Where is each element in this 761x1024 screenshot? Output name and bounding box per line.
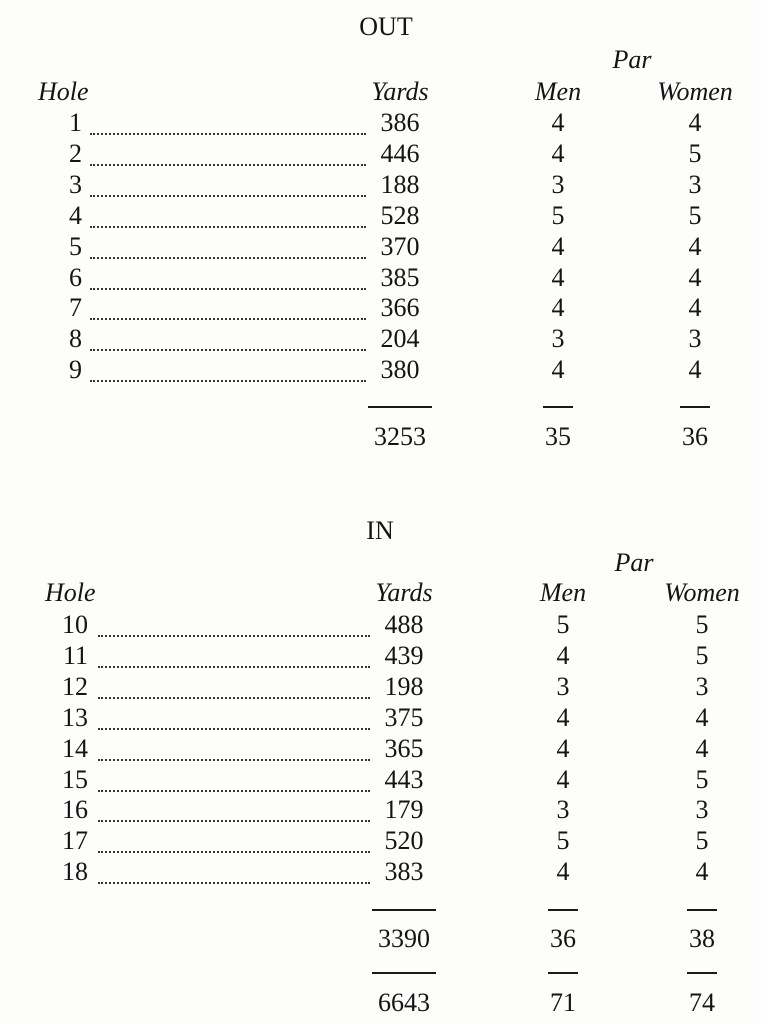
hole-yards: 188 [380,169,420,199]
par-label: Par [614,548,654,577]
hole-number: 8 [69,324,82,354]
hole-yards: 385 [380,262,420,292]
hole-yards: 365 [384,733,424,763]
par-men: 4 [556,702,570,732]
par-women: 5 [695,640,709,670]
hole-number: 6 [69,262,82,292]
par-men: 4 [551,231,565,261]
par-men: 4 [556,640,570,670]
par-men: 3 [556,671,570,701]
hole-yards: 443 [384,764,424,794]
hole-number: 11 [62,640,88,670]
hole-yards: 520 [384,826,424,856]
total-rule [680,406,710,408]
grand-total-rule [687,972,717,974]
header-yards: Yards [371,77,429,106]
hole-number: 7 [69,293,82,323]
par-women: 4 [695,702,709,732]
total-par-women: 36 [682,422,708,451]
leader-dots [98,728,370,730]
header-women: Women [664,578,740,607]
leader-dots [98,635,370,637]
section-title: IN [366,516,394,545]
par-men: 4 [551,293,565,323]
leader-dots [98,851,370,853]
par-men: 4 [556,733,570,763]
par-men: 5 [556,610,570,639]
total-rule [548,909,578,911]
par-women: 4 [688,355,702,385]
leader-dots [90,288,366,290]
hole-yards: 446 [380,138,420,168]
header-hole: Hole [45,578,96,607]
par-men: 3 [551,324,565,354]
header-men: Men [539,578,587,607]
total-par-men: 35 [545,422,571,451]
hole-number: 15 [62,764,88,794]
hole-number: 18 [62,857,88,887]
par-men: 4 [551,355,565,385]
par-women: 5 [695,610,709,639]
grand-total-rule [372,972,436,974]
par-men: 4 [556,857,570,887]
par-women: 3 [688,324,702,354]
par-women: 3 [695,671,709,701]
grand-total-par-women: 74 [689,988,715,1017]
par-women: 3 [695,795,709,825]
total-yards: 3253 [374,422,426,451]
hole-yards: 198 [384,671,424,701]
hole-number: 13 [62,702,88,732]
par-women: 4 [688,262,702,292]
par-men: 5 [551,200,565,230]
grand-total-yards: 6643 [378,988,430,1017]
par-women: 4 [688,293,702,323]
leader-dots [90,257,366,259]
leader-dots [90,133,366,135]
hole-yards: 488 [384,610,424,639]
hole-number: 17 [62,826,88,856]
hole-number: 2 [69,138,82,168]
par-men: 4 [551,138,565,168]
total-par-men: 36 [550,924,576,953]
par-men: 4 [556,764,570,794]
hole-number: 9 [69,355,82,385]
par-women: 4 [695,857,709,887]
hole-yards: 375 [384,702,424,732]
hole-number: 12 [62,671,88,701]
total-rule [372,909,436,911]
leader-dots [90,226,366,228]
par-men: 3 [556,795,570,825]
leader-dots [98,790,370,792]
grand-total-rule [548,972,578,974]
hole-yards: 528 [380,200,420,230]
header-women: Women [657,77,733,106]
leader-dots [90,349,366,351]
par-women: 5 [688,138,702,168]
total-rule [368,406,432,408]
hole-yards: 383 [384,857,424,887]
par-women: 5 [695,764,709,794]
total-par-women: 38 [689,924,715,953]
par-women: 5 [695,826,709,856]
par-women: 5 [688,200,702,230]
leader-dots [98,759,370,761]
hole-number: 1 [69,108,82,137]
total-rule [543,406,573,408]
hole-number: 16 [62,795,88,825]
par-women: 4 [688,108,702,137]
leader-dots [98,666,370,668]
header-yards: Yards [375,578,433,607]
leader-dots [90,318,366,320]
grand-total-par-men: 71 [550,988,576,1017]
par-men: 4 [551,262,565,292]
par-men: 4 [551,108,565,137]
leader-dots [98,882,370,884]
leader-dots [98,820,370,822]
hole-yards: 366 [380,293,420,323]
par-label: Par [612,45,652,74]
hole-number: 14 [62,733,88,763]
leader-dots [90,380,366,382]
total-rule [687,909,717,911]
leader-dots [98,697,370,699]
par-women: 3 [688,169,702,199]
section-title: OUT [359,12,413,41]
hole-yards: 380 [380,355,420,385]
hole-yards: 204 [380,324,420,354]
par-women: 4 [695,733,709,763]
hole-number: 10 [62,610,88,639]
hole-number: 5 [69,231,82,261]
hole-yards: 386 [380,108,420,137]
header-men: Men [534,77,582,106]
par-men: 5 [556,826,570,856]
total-yards: 3390 [378,924,430,953]
hole-yards: 179 [384,795,424,825]
par-men: 3 [551,169,565,199]
hole-yards: 439 [384,640,424,670]
hole-number: 3 [69,169,82,199]
leader-dots [90,195,366,197]
hole-number: 4 [69,200,82,230]
leader-dots [90,164,366,166]
hole-yards: 370 [380,231,420,261]
par-women: 4 [688,231,702,261]
header-hole: Hole [38,77,89,106]
